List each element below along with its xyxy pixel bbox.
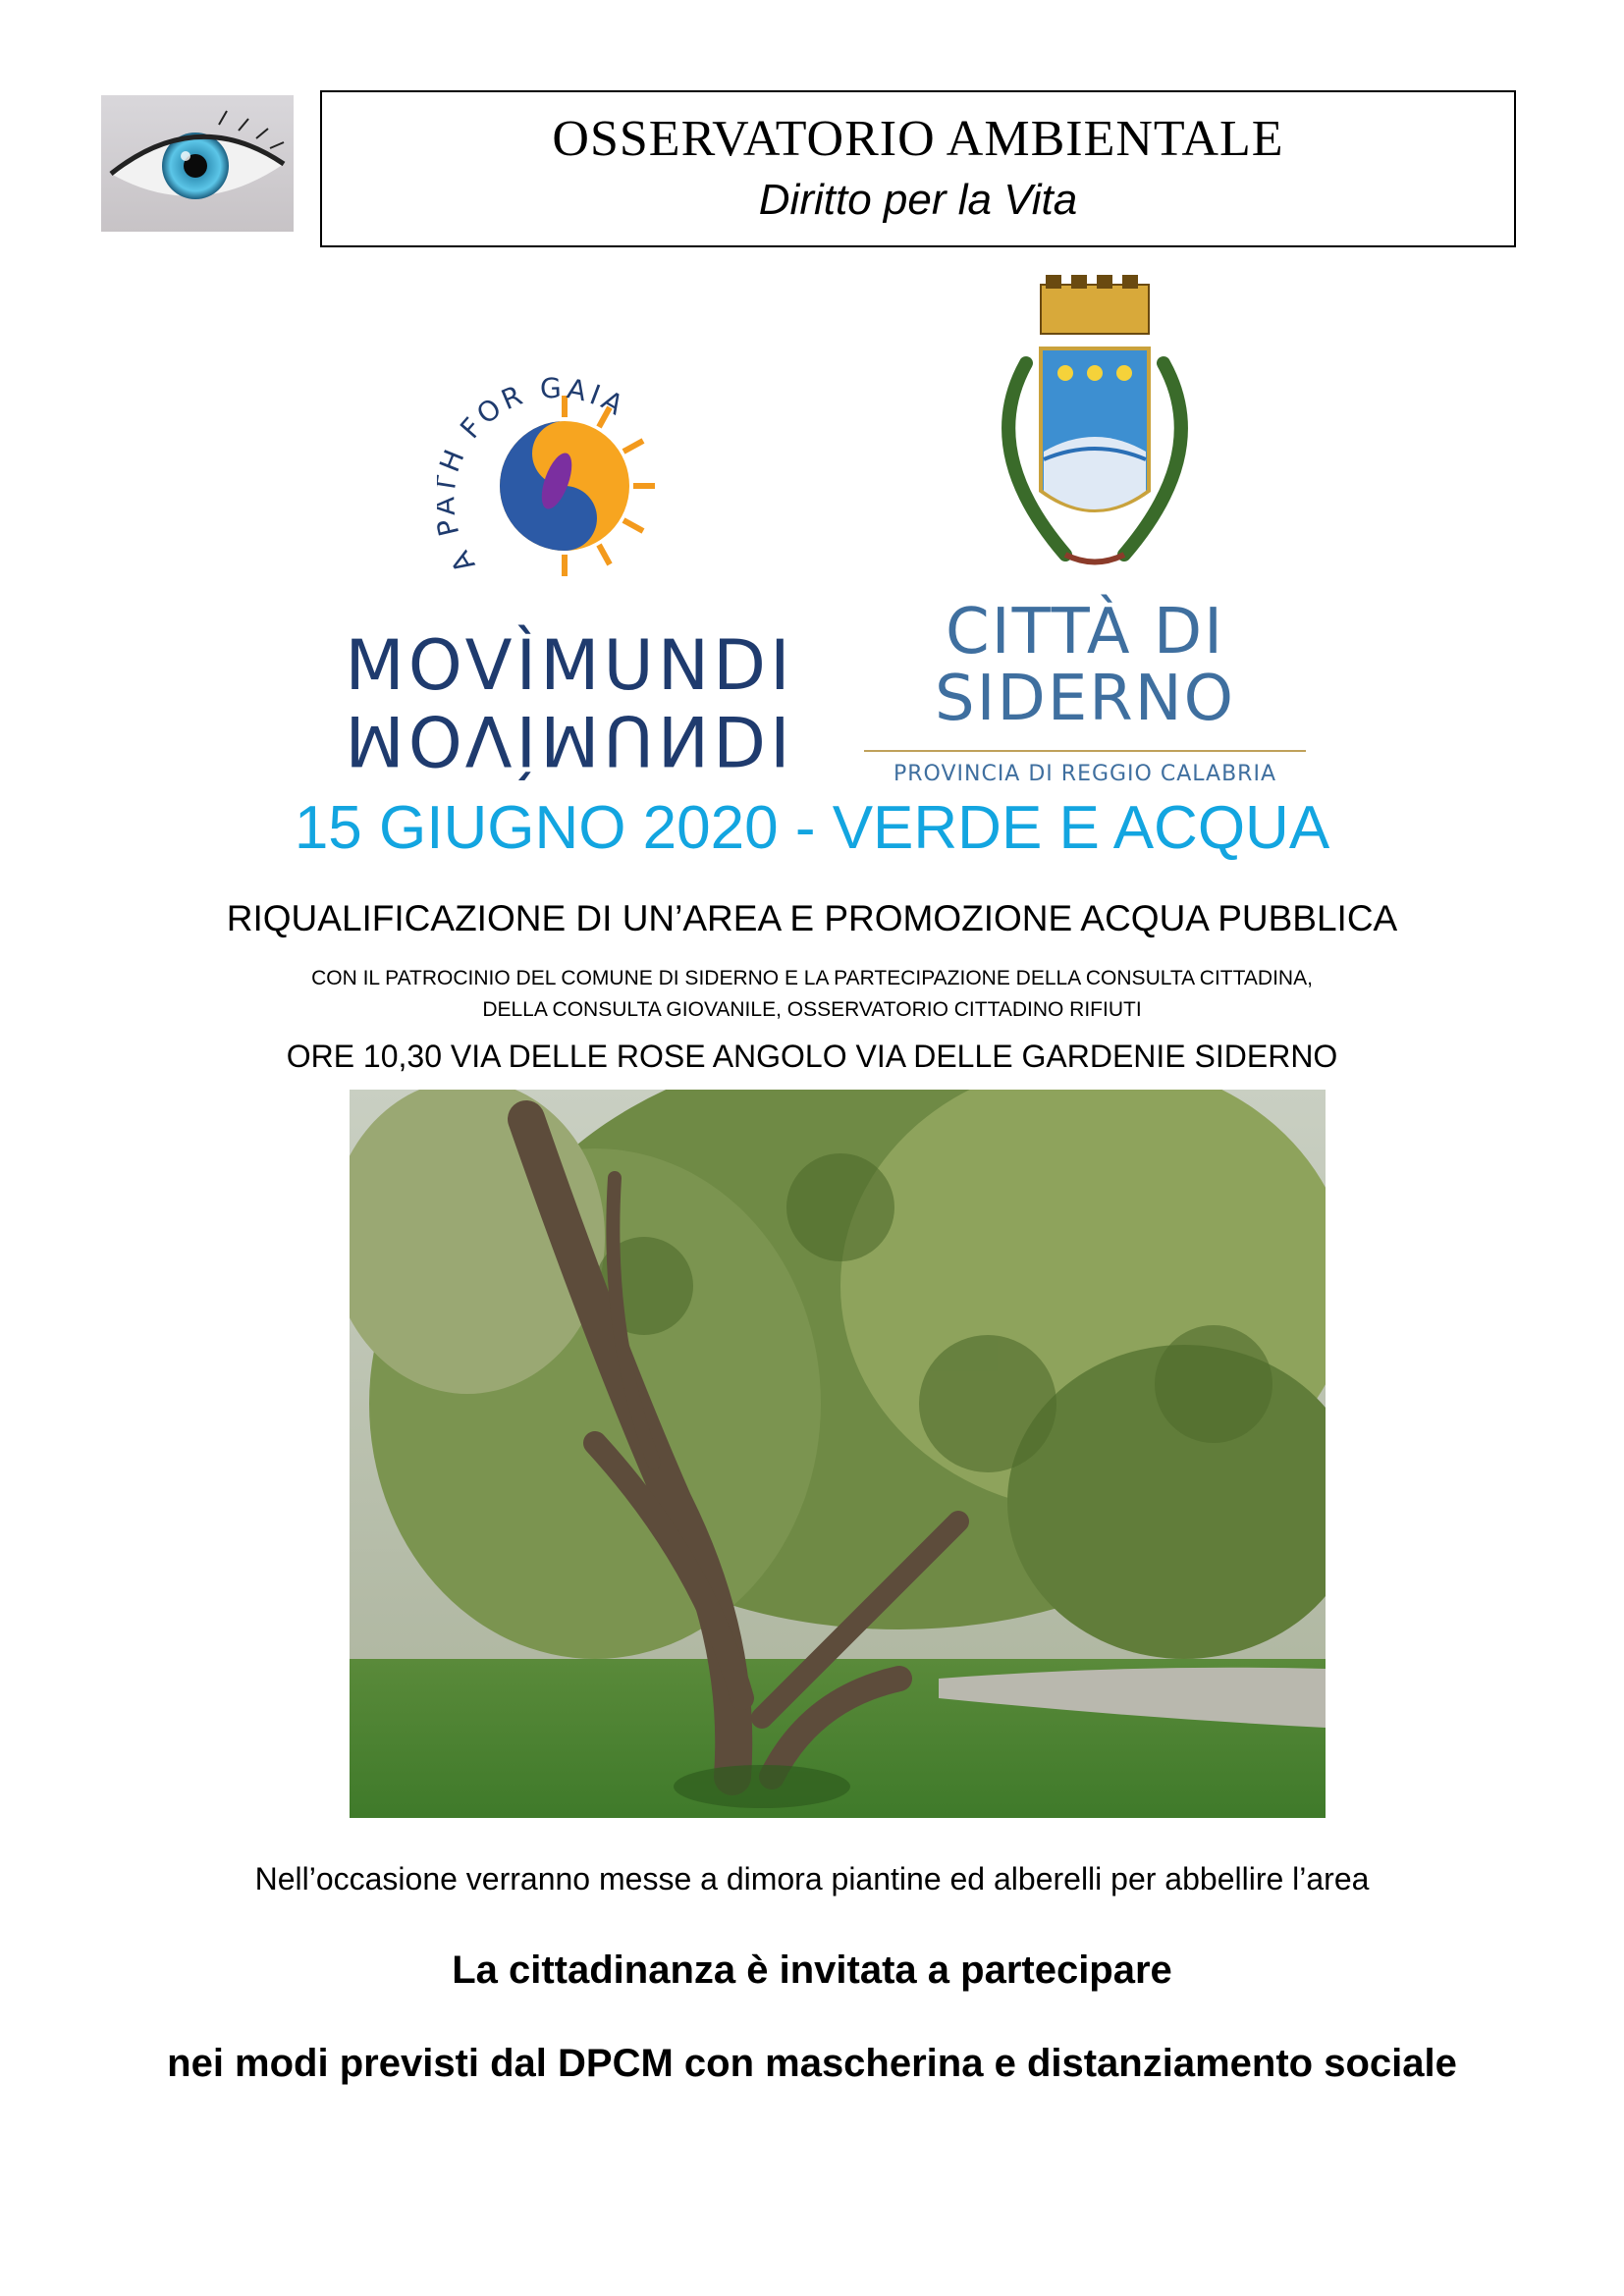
eye-image [101, 95, 294, 232]
movimundi-reflection: MOVÌMUNDI [345, 700, 794, 780]
provincia-text: PROVINCIA DI REGGIO CALABRIA [864, 750, 1306, 786]
header-subtitle: Diritto per la Vita [758, 176, 1078, 224]
movimundi-logo [334, 625, 805, 780]
patronage-line1: CON IL PATROCINIO DEL COMUNE DI SIDERNO E LA PARTECIPAZIONE DELLA CONSULTA CITTADINA, [311, 967, 1313, 989]
event-title: 15 GIUGNO 2020 - VERDE E ACQUA [294, 794, 1330, 862]
path-for-gaia-logo [437, 368, 677, 609]
header-title: OSSERVATORIO AMBIENTALE [552, 111, 1284, 167]
patronage-line2: DELLA CONSULTA GIOVANILE, OSSERVATORIO CITTADINO RIFIUTI [482, 998, 1142, 1021]
siderno-coat-of-arms [957, 275, 1232, 584]
tree-photo [350, 1090, 1326, 1818]
citta-di-siderno-logo [864, 596, 1306, 786]
occasion-text: Nell’occasione verranno messe a dimora piantine ed alberelli per abbellire l’area [254, 1861, 1370, 1896]
event-subtitle: RIQUALIFICAZIONE DI UN’AREA E PROMOZIONE ACQUA PUBBLICA [226, 898, 1398, 938]
citta-line1: CITTÀ DI [946, 596, 1224, 668]
invite-text: La cittadinanza è invitata a partecipare [452, 1949, 1172, 1992]
citta-line2: SIDERNO [935, 663, 1235, 735]
gaia-text: A H FOR GAIA [437, 371, 632, 579]
dpcm-text: nei modi previsti dal DPCM con mascherina e distanziamento sociale [167, 2042, 1457, 2085]
time-place: ORE 10,30 VIA DELLE ROSE ANGOLO VIA DELLE GARDENIE SIDERNO [286, 1039, 1338, 1074]
movimundi-text: MOVÌMUNDI [345, 625, 794, 706]
header-box [320, 90, 1516, 247]
